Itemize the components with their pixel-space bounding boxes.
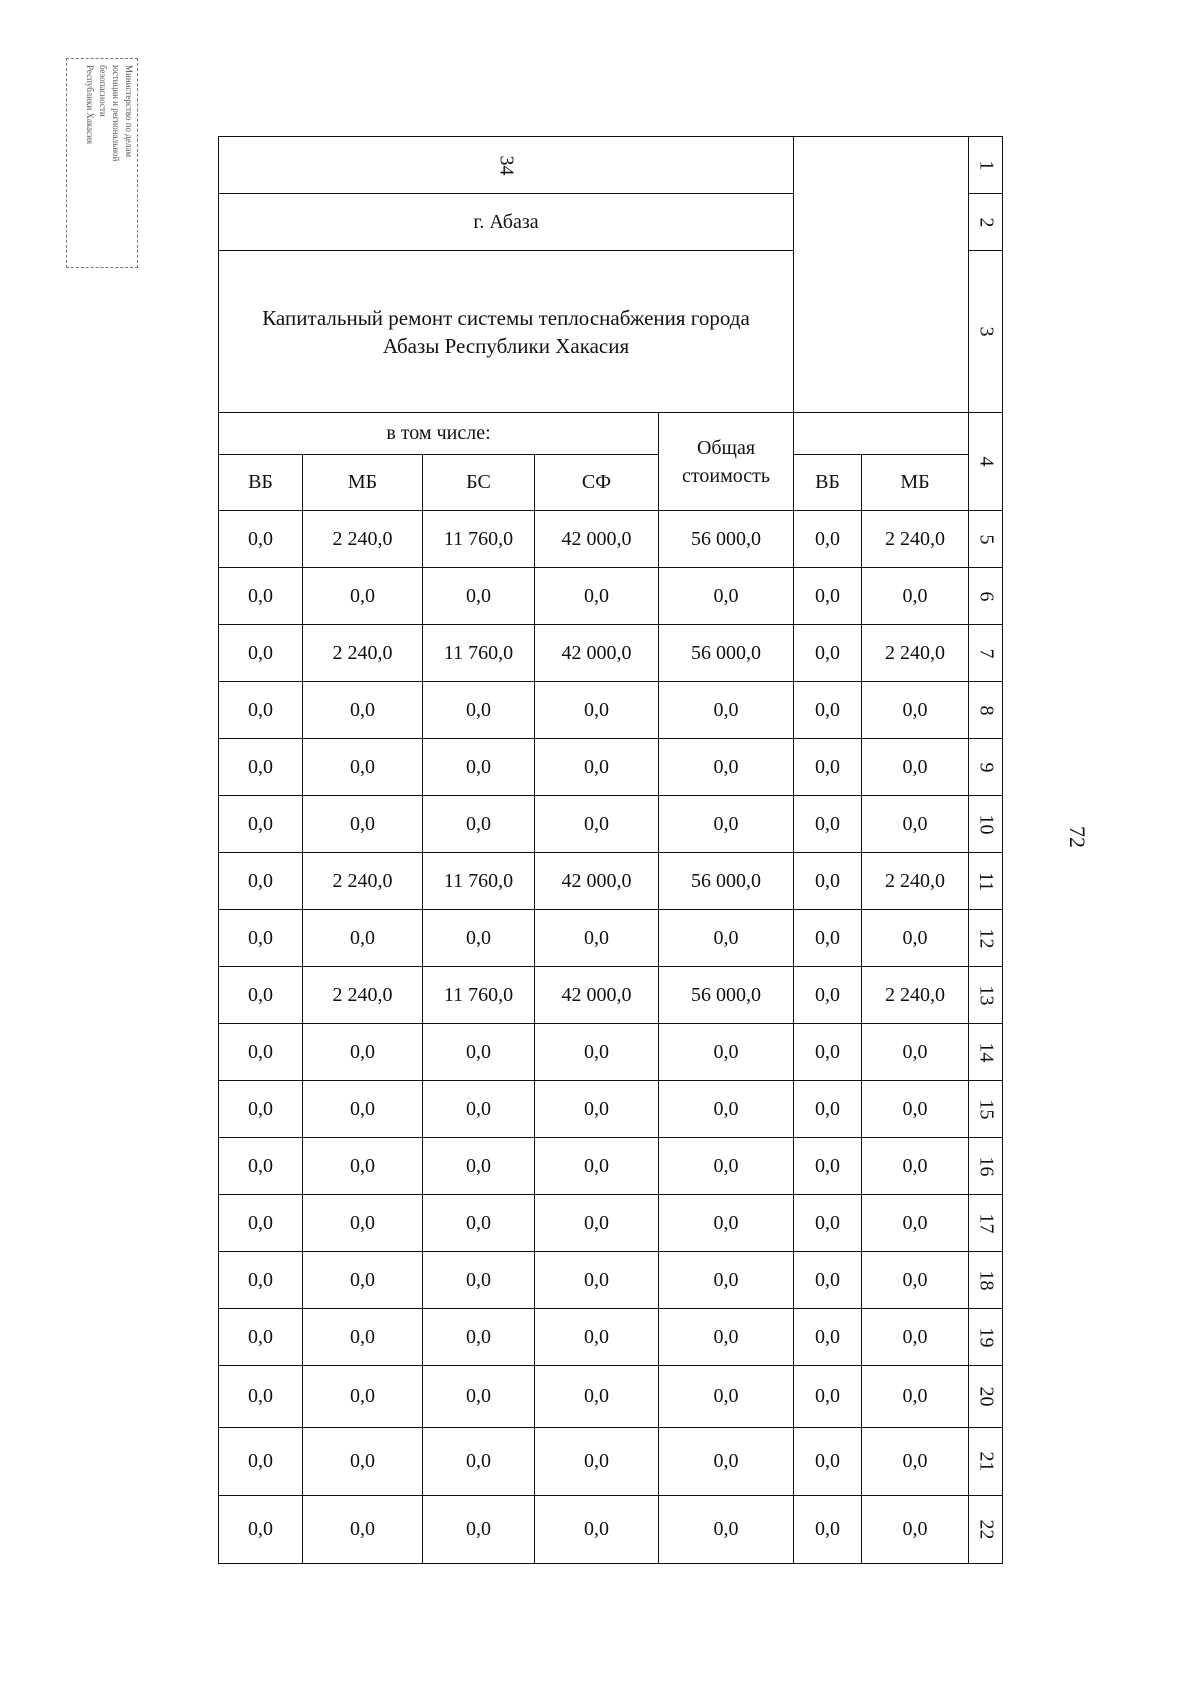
table-row <box>219 1252 1003 1309</box>
cell-mb2: 0,0 <box>862 1496 969 1564</box>
cell-mb2: 0,0 <box>862 739 969 796</box>
cell-vb: 0,0 <box>219 796 303 853</box>
cell-bs: 0,0 <box>423 1366 535 1428</box>
cell-total: 0,0 <box>659 739 794 796</box>
cell-total: 56 000,0 <box>659 625 794 682</box>
table-row <box>219 910 1003 967</box>
table-row <box>219 739 1003 796</box>
cell-bs: 0,0 <box>423 1195 535 1252</box>
col-header-bs: БС <box>423 455 535 511</box>
empty-subheader-cell <box>794 413 969 455</box>
project-name-cell <box>219 251 794 413</box>
cell-total: 0,0 <box>659 1138 794 1195</box>
row-number-cell <box>969 568 1003 625</box>
cell-mb2: 0,0 <box>862 1138 969 1195</box>
stamp-line: Министерство по делам <box>124 65 134 158</box>
including-label: в том числе: <box>386 422 491 444</box>
cell-sf: 0,0 <box>535 1081 659 1138</box>
project-name: Капитальный ремонт системы теплоснабжения города Абазы Республики Хакасия <box>262 305 750 358</box>
cell-bs: 0,0 <box>423 1252 535 1309</box>
row-number: 2 <box>975 217 997 227</box>
cell-vb2: 0,0 <box>794 568 862 625</box>
cell-bs: 0,0 <box>423 1428 535 1496</box>
cell-mb: 0,0 <box>303 796 423 853</box>
cell-vb2: 0,0 <box>794 511 862 568</box>
cell-total: 0,0 <box>659 682 794 739</box>
cell-total: 0,0 <box>659 1252 794 1309</box>
row-number: 19 <box>975 1327 997 1347</box>
table-row <box>219 1428 1003 1496</box>
row-number: 12 <box>975 928 997 948</box>
cell-total: 0,0 <box>659 1428 794 1496</box>
cell-vb2: 0,0 <box>794 796 862 853</box>
cell-mb2: 2 240,0 <box>862 853 969 910</box>
cell-sf: 0,0 <box>535 1024 659 1081</box>
cell-sf: 0,0 <box>535 1309 659 1366</box>
row-number: 22 <box>975 1519 997 1540</box>
cell-sf: 0,0 <box>535 1428 659 1496</box>
table-row <box>219 682 1003 739</box>
row-number: 9 <box>975 762 997 772</box>
row-number-cell <box>969 1252 1003 1309</box>
row-number-cell <box>969 413 1003 511</box>
cell-mb: 0,0 <box>303 1195 423 1252</box>
cell-mb2: 0,0 <box>862 1081 969 1138</box>
cell-vb2: 0,0 <box>794 1428 862 1496</box>
cell-sf: 42 000,0 <box>535 625 659 682</box>
row-number-cell <box>969 739 1003 796</box>
cell-vb: 0,0 <box>219 1024 303 1081</box>
table-row <box>219 1309 1003 1366</box>
cell-vb: 0,0 <box>219 739 303 796</box>
cell-sf: 0,0 <box>535 1366 659 1428</box>
cell-total: 0,0 <box>659 796 794 853</box>
budget-table <box>218 136 1003 1564</box>
col-header-mb2: МБ <box>862 455 969 511</box>
col-header-sf: СФ <box>535 455 659 511</box>
stamp-line: юстиции и региональной <box>111 65 121 162</box>
cell-mb: 0,0 <box>303 1252 423 1309</box>
cell-mb: 0,0 <box>303 1309 423 1366</box>
cell-vb: 0,0 <box>219 625 303 682</box>
row-number-cell <box>969 511 1003 568</box>
cell-mb2: 0,0 <box>862 568 969 625</box>
table-row <box>219 967 1003 1024</box>
table-row <box>219 796 1003 853</box>
row-number-cell <box>969 1309 1003 1366</box>
cell-bs: 11 760,0 <box>423 967 535 1024</box>
cell-sf: 0,0 <box>535 1252 659 1309</box>
row-number: 17 <box>975 1213 997 1233</box>
cell-mb: 0,0 <box>303 1138 423 1195</box>
table-row <box>219 511 1003 568</box>
cell-vb: 0,0 <box>219 511 303 568</box>
cell-mb2: 0,0 <box>862 1024 969 1081</box>
row-number-cell <box>969 1138 1003 1195</box>
cell-vb: 0,0 <box>219 1252 303 1309</box>
row-number: 5 <box>975 534 997 544</box>
cell-bs: 11 760,0 <box>423 853 535 910</box>
row-number-cell <box>969 251 1003 413</box>
cell-mb2: 0,0 <box>862 1428 969 1496</box>
cell-sf: 0,0 <box>535 1496 659 1564</box>
page-number: 72 <box>1065 826 1090 848</box>
cell-sf: 0,0 <box>535 739 659 796</box>
table-row <box>219 1496 1003 1564</box>
cell-vb: 0,0 <box>219 967 303 1024</box>
col-header-mb: МБ <box>303 455 423 511</box>
cell-mb: 0,0 <box>303 1496 423 1564</box>
cell-mb2: 2 240,0 <box>862 625 969 682</box>
cell-bs: 0,0 <box>423 682 535 739</box>
table-row <box>219 1138 1003 1195</box>
row-number-cell <box>969 1496 1003 1564</box>
row-number: 11 <box>974 871 997 891</box>
col-header-vb2: ВБ <box>794 455 862 511</box>
cell-bs: 0,0 <box>423 910 535 967</box>
cell-sf: 0,0 <box>535 682 659 739</box>
row-number: 4 <box>975 456 997 467</box>
including-header <box>219 413 659 455</box>
cell-total: 56 000,0 <box>659 967 794 1024</box>
cell-mb2: 0,0 <box>862 1309 969 1366</box>
stamp-line: Республики Хакасия <box>85 65 95 145</box>
cell-total: 0,0 <box>659 1195 794 1252</box>
cell-mb: 2 240,0 <box>303 967 423 1024</box>
cell-vb2: 0,0 <box>794 910 862 967</box>
object-number-cell <box>219 137 794 194</box>
cell-sf: 0,0 <box>535 568 659 625</box>
cell-total: 0,0 <box>659 1366 794 1428</box>
empty-header-cell <box>794 137 969 413</box>
cell-bs: 0,0 <box>423 1081 535 1138</box>
row-number-cell <box>969 853 1003 910</box>
cell-mb2: 0,0 <box>862 682 969 739</box>
cell-mb2: 2 240,0 <box>862 511 969 568</box>
cell-bs: 0,0 <box>423 1496 535 1564</box>
row-number: 13 <box>975 985 997 1005</box>
cell-mb2: 2 240,0 <box>862 967 969 1024</box>
cell-mb: 0,0 <box>303 1366 423 1428</box>
cell-mb: 0,0 <box>303 568 423 625</box>
row-number: 7 <box>975 648 997 658</box>
row-number-cell <box>969 137 1003 194</box>
cell-vb: 0,0 <box>219 853 303 910</box>
cell-vb2: 0,0 <box>794 1081 862 1138</box>
cell-bs: 11 760,0 <box>423 625 535 682</box>
cell-mb2: 0,0 <box>862 1252 969 1309</box>
table-row <box>219 1366 1003 1428</box>
cell-vb: 0,0 <box>219 1428 303 1496</box>
cell-sf: 0,0 <box>535 1138 659 1195</box>
cell-total: 0,0 <box>659 910 794 967</box>
row-number: 15 <box>975 1099 997 1119</box>
cell-mb: 2 240,0 <box>303 625 423 682</box>
cell-mb: 0,0 <box>303 739 423 796</box>
cell-vb: 0,0 <box>219 910 303 967</box>
cell-bs: 0,0 <box>423 1024 535 1081</box>
table-row <box>219 1195 1003 1252</box>
cell-bs: 0,0 <box>423 568 535 625</box>
col-header-vb: ВБ <box>219 455 303 511</box>
cell-vb2: 0,0 <box>794 967 862 1024</box>
cell-vb2: 0,0 <box>794 1366 862 1428</box>
cell-mb2: 0,0 <box>862 796 969 853</box>
row-number: 1 <box>975 160 997 170</box>
row-number-cell <box>969 796 1003 853</box>
cell-vb: 0,0 <box>219 682 303 739</box>
archive-stamp <box>66 58 138 268</box>
table-row <box>219 853 1003 910</box>
cell-vb: 0,0 <box>219 1138 303 1195</box>
object-number: 34 <box>495 155 518 175</box>
row-number-cell <box>969 194 1003 251</box>
row-number: 10 <box>975 814 997 834</box>
cell-bs: 0,0 <box>423 739 535 796</box>
cell-mb2: 0,0 <box>862 910 969 967</box>
cell-vb: 0,0 <box>219 1496 303 1564</box>
table-row <box>219 625 1003 682</box>
row-number: 3 <box>975 326 997 337</box>
cell-bs: 0,0 <box>423 1138 535 1195</box>
municipality-name: г. Абаза <box>473 210 539 233</box>
cell-bs: 0,0 <box>423 796 535 853</box>
cell-vb2: 0,0 <box>794 1138 862 1195</box>
row-number: 6 <box>975 591 997 601</box>
cell-total: 56 000,0 <box>659 511 794 568</box>
cell-bs: 0,0 <box>423 1309 535 1366</box>
cell-mb: 2 240,0 <box>303 511 423 568</box>
total-cost-header <box>659 413 794 511</box>
cell-vb2: 0,0 <box>794 1496 862 1564</box>
row-number-cell <box>969 1195 1003 1252</box>
cell-sf: 0,0 <box>535 796 659 853</box>
row-number-cell <box>969 682 1003 739</box>
cell-mb: 0,0 <box>303 1024 423 1081</box>
cell-vb2: 0,0 <box>794 1195 862 1252</box>
row-number-cell <box>969 1428 1003 1496</box>
row-number-cell <box>969 625 1003 682</box>
municipality-cell <box>219 194 794 251</box>
cell-sf: 42 000,0 <box>535 853 659 910</box>
cell-mb2: 0,0 <box>862 1195 969 1252</box>
cell-sf: 0,0 <box>535 1195 659 1252</box>
cell-vb: 0,0 <box>219 1081 303 1138</box>
cell-bs: 11 760,0 <box>423 511 535 568</box>
cell-mb: 0,0 <box>303 1428 423 1496</box>
cell-mb: 0,0 <box>303 1081 423 1138</box>
row-number: 21 <box>975 1451 997 1472</box>
row-number-cell <box>969 1081 1003 1138</box>
cell-vb2: 0,0 <box>794 1252 862 1309</box>
cell-total: 0,0 <box>659 1496 794 1564</box>
cell-vb2: 0,0 <box>794 625 862 682</box>
cell-total: 0,0 <box>659 1024 794 1081</box>
row-number: 18 <box>975 1270 997 1290</box>
cell-vb: 0,0 <box>219 1366 303 1428</box>
stamp-text <box>69 65 135 271</box>
cell-sf: 42 000,0 <box>535 967 659 1024</box>
cell-vb2: 0,0 <box>794 739 862 796</box>
row-number-cell <box>969 1024 1003 1081</box>
row-number: 8 <box>975 705 997 715</box>
row-number: 20 <box>975 1386 997 1407</box>
total-cost-label: Общая стоимость <box>682 436 770 487</box>
row-number-cell <box>969 1366 1003 1428</box>
cell-sf: 42 000,0 <box>535 511 659 568</box>
cell-total: 56 000,0 <box>659 853 794 910</box>
cell-sf: 0,0 <box>535 910 659 967</box>
row-number-cell <box>969 967 1003 1024</box>
cell-mb: 0,0 <box>303 682 423 739</box>
cell-total: 0,0 <box>659 1309 794 1366</box>
cell-mb: 2 240,0 <box>303 853 423 910</box>
cell-vb: 0,0 <box>219 1309 303 1366</box>
cell-vb2: 0,0 <box>794 853 862 910</box>
row-number: 14 <box>975 1042 997 1062</box>
cell-vb: 0,0 <box>219 568 303 625</box>
cell-mb2: 0,0 <box>862 1366 969 1428</box>
cell-vb2: 0,0 <box>794 1024 862 1081</box>
table-row <box>219 1081 1003 1138</box>
cell-vb2: 0,0 <box>794 682 862 739</box>
cell-mb: 0,0 <box>303 910 423 967</box>
row-number-cell <box>969 910 1003 967</box>
cell-total: 0,0 <box>659 568 794 625</box>
cell-total: 0,0 <box>659 1081 794 1138</box>
table-row <box>219 1024 1003 1081</box>
cell-vb2: 0,0 <box>794 1309 862 1366</box>
table-row <box>219 568 1003 625</box>
cell-vb: 0,0 <box>219 1195 303 1252</box>
row-number: 16 <box>975 1156 997 1176</box>
stamp-line: безопасности <box>98 65 108 117</box>
